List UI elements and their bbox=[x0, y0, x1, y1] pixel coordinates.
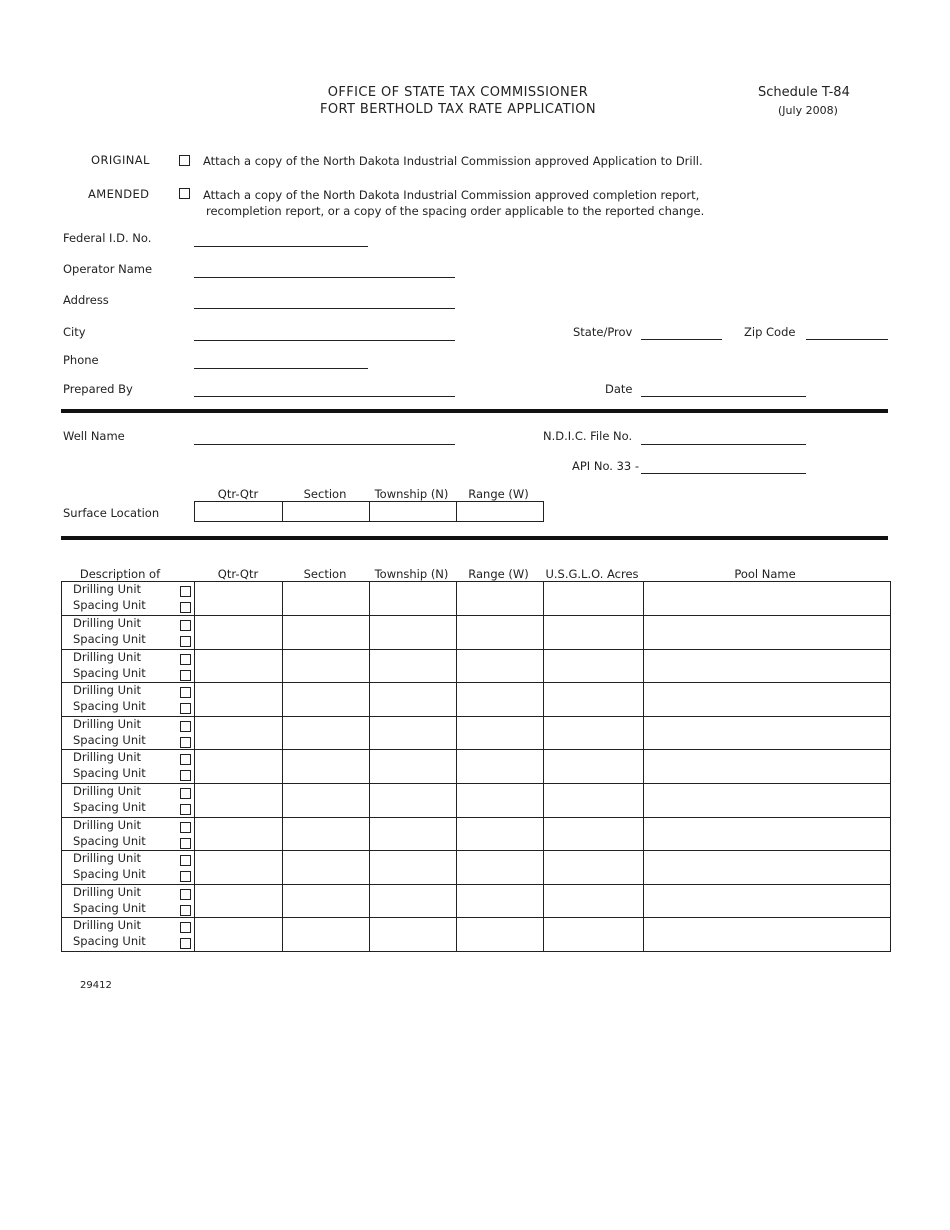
units-description-cell bbox=[62, 817, 195, 851]
state-field[interactable] bbox=[641, 339, 722, 340]
units-section-cell[interactable] bbox=[283, 582, 370, 616]
drilling-unit-label: Drilling Unit bbox=[73, 817, 142, 832]
units-township-cell[interactable] bbox=[370, 750, 457, 784]
units-acres-cell[interactable] bbox=[544, 716, 644, 750]
ndic-file-label: N.D.I.C. File No. bbox=[543, 429, 633, 443]
units-description-cell bbox=[62, 783, 195, 817]
spacing-unit-checkbox[interactable] bbox=[180, 905, 191, 916]
units-acres-cell[interactable] bbox=[544, 649, 644, 683]
schedule-number: Schedule T-84 bbox=[758, 85, 850, 100]
units-township-cell[interactable] bbox=[370, 918, 457, 952]
units-col-range: Range (W) bbox=[468, 567, 529, 581]
schedule-date: (July 2008) bbox=[778, 104, 838, 117]
units-section-cell[interactable] bbox=[283, 918, 370, 952]
units-range-cell[interactable] bbox=[457, 884, 544, 918]
drilling-unit-checkbox[interactable] bbox=[180, 586, 191, 597]
units-acres-cell[interactable] bbox=[544, 683, 644, 717]
state-label: State/Prov bbox=[573, 325, 633, 339]
api-number-label: API No. 33 - bbox=[572, 459, 640, 473]
units-range-cell[interactable] bbox=[457, 817, 544, 851]
units-qtrqtr-cell[interactable] bbox=[195, 683, 283, 717]
drilling-unit-label: Drilling Unit bbox=[73, 683, 142, 698]
amended-label: AMENDED bbox=[88, 187, 150, 201]
drilling-unit-checkbox[interactable] bbox=[180, 889, 191, 900]
drilling-unit-label: Drilling Unit bbox=[73, 851, 142, 866]
section-divider bbox=[61, 409, 888, 413]
units-description-cell bbox=[62, 683, 195, 717]
spacing-unit-checkbox[interactable] bbox=[180, 703, 191, 714]
units-qtrqtr-cell[interactable] bbox=[195, 884, 283, 918]
units-acres-cell[interactable] bbox=[544, 750, 644, 784]
units-township-cell[interactable] bbox=[370, 683, 457, 717]
units-township-cell[interactable] bbox=[370, 851, 457, 885]
surface-township-cell[interactable] bbox=[370, 502, 457, 522]
units-acres-cell[interactable] bbox=[544, 884, 644, 918]
operator-name-field[interactable] bbox=[194, 277, 455, 278]
units-section-cell[interactable] bbox=[283, 616, 370, 650]
units-table bbox=[61, 581, 891, 952]
units-section-cell[interactable] bbox=[283, 683, 370, 717]
surface-col-township: Township (N) bbox=[374, 487, 449, 501]
units-description-cell bbox=[62, 750, 195, 784]
drilling-unit-checkbox[interactable] bbox=[180, 654, 191, 665]
surface-col-qtrqtr: Qtr-Qtr bbox=[217, 487, 259, 501]
units-section-cell[interactable] bbox=[283, 750, 370, 784]
drilling-unit-checkbox[interactable] bbox=[180, 855, 191, 866]
units-section-cell[interactable] bbox=[283, 783, 370, 817]
units-pool-name-cell[interactable] bbox=[644, 783, 891, 817]
units-table-row bbox=[62, 783, 891, 817]
units-description-cell bbox=[62, 716, 195, 750]
drilling-unit-label: Drilling Unit bbox=[73, 918, 142, 933]
units-acres-cell[interactable] bbox=[544, 817, 644, 851]
api-number-field[interactable] bbox=[641, 473, 806, 474]
well-name-label: Well Name bbox=[63, 429, 125, 443]
units-table-row bbox=[62, 683, 891, 717]
units-pool-name-cell[interactable] bbox=[644, 851, 891, 885]
drilling-unit-checkbox[interactable] bbox=[180, 721, 191, 732]
units-acres-cell[interactable] bbox=[544, 918, 644, 952]
original-checkbox[interactable] bbox=[179, 155, 190, 166]
spacing-unit-checkbox[interactable] bbox=[180, 938, 191, 949]
original-label: ORIGINAL bbox=[91, 153, 150, 167]
federal-id-field[interactable] bbox=[194, 246, 368, 247]
units-range-cell[interactable] bbox=[457, 851, 544, 885]
drilling-unit-label: Drilling Unit bbox=[73, 750, 142, 765]
units-township-cell[interactable] bbox=[370, 716, 457, 750]
spacing-unit-label: Spacing Unit bbox=[73, 867, 146, 882]
date-label: Date bbox=[605, 382, 633, 396]
date-field[interactable] bbox=[641, 396, 806, 397]
units-qtrqtr-cell[interactable] bbox=[195, 649, 283, 683]
spacing-unit-checkbox[interactable] bbox=[180, 737, 191, 748]
units-table-row bbox=[62, 817, 891, 851]
units-township-cell[interactable] bbox=[370, 616, 457, 650]
zip-label: Zip Code bbox=[744, 325, 796, 339]
drilling-unit-label: Drilling Unit bbox=[73, 582, 142, 596]
surface-col-section: Section bbox=[303, 487, 347, 501]
units-qtrqtr-cell[interactable] bbox=[195, 783, 283, 817]
drilling-unit-label: Drilling Unit bbox=[73, 716, 142, 731]
units-description-cell bbox=[62, 884, 195, 918]
units-acres-cell[interactable] bbox=[544, 582, 644, 616]
form-number: 29412 bbox=[80, 980, 112, 991]
surface-location-grid bbox=[194, 501, 544, 522]
drilling-unit-checkbox[interactable] bbox=[180, 822, 191, 833]
amended-instructions-line2: recompletion report, or a copy of the spacing order applicable to the reported change. bbox=[206, 204, 705, 218]
units-table-row bbox=[62, 750, 891, 784]
spacing-unit-checkbox[interactable] bbox=[180, 871, 191, 882]
units-qtrqtr-cell[interactable] bbox=[195, 918, 283, 952]
units-township-cell[interactable] bbox=[370, 817, 457, 851]
units-pool-name-cell[interactable] bbox=[644, 716, 891, 750]
units-range-cell[interactable] bbox=[457, 783, 544, 817]
units-pool-name-cell[interactable] bbox=[644, 683, 891, 717]
zip-field[interactable] bbox=[806, 339, 888, 340]
units-description-cell bbox=[62, 918, 195, 952]
drilling-unit-label: Drilling Unit bbox=[73, 783, 142, 798]
units-description-cell bbox=[62, 582, 195, 616]
units-pool-name-cell[interactable] bbox=[644, 884, 891, 918]
units-township-cell[interactable] bbox=[370, 783, 457, 817]
spacing-unit-label: Spacing Unit bbox=[73, 799, 146, 814]
drilling-unit-label: Drilling Unit bbox=[73, 616, 142, 630]
spacing-unit-checkbox[interactable] bbox=[180, 838, 191, 849]
spacing-unit-checkbox[interactable] bbox=[180, 670, 191, 681]
units-col-qtrqtr: Qtr-Qtr bbox=[217, 567, 259, 581]
units-section-cell[interactable] bbox=[283, 851, 370, 885]
units-col-pool-name: Pool Name bbox=[734, 567, 796, 581]
phone-label: Phone bbox=[63, 353, 99, 367]
city-label: City bbox=[63, 325, 86, 339]
units-acres-cell[interactable] bbox=[544, 616, 644, 650]
units-table-row bbox=[62, 884, 891, 918]
spacing-unit-checkbox[interactable] bbox=[180, 804, 191, 815]
units-range-cell[interactable] bbox=[457, 616, 544, 650]
units-section-cell[interactable] bbox=[283, 817, 370, 851]
units-table-row bbox=[62, 616, 891, 650]
federal-id-label: Federal I.D. No. bbox=[63, 231, 152, 245]
original-instructions: Attach a copy of the North Dakota Industrial Commission approved Application to Drill. bbox=[203, 154, 703, 168]
ndic-file-field[interactable] bbox=[641, 444, 806, 445]
units-range-cell[interactable] bbox=[457, 918, 544, 952]
drilling-unit-checkbox[interactable] bbox=[180, 754, 191, 765]
drilling-unit-checkbox[interactable] bbox=[180, 788, 191, 799]
phone-field[interactable] bbox=[194, 368, 368, 369]
units-acres-cell[interactable] bbox=[544, 783, 644, 817]
surface-range-cell[interactable] bbox=[457, 502, 544, 522]
form-title-line1: OFFICE OF STATE TAX COMMISSIONER bbox=[327, 85, 589, 100]
units-description-cell bbox=[62, 649, 195, 683]
units-pool-name-cell[interactable] bbox=[644, 582, 891, 616]
drilling-unit-checkbox[interactable] bbox=[180, 922, 191, 933]
units-pool-name-cell[interactable] bbox=[644, 918, 891, 952]
spacing-unit-checkbox[interactable] bbox=[180, 602, 191, 613]
address-field[interactable] bbox=[194, 308, 455, 309]
units-col-description: Description of bbox=[79, 567, 161, 581]
units-acres-cell[interactable] bbox=[544, 851, 644, 885]
units-qtrqtr-cell[interactable] bbox=[195, 851, 283, 885]
spacing-unit-label: Spacing Unit bbox=[73, 766, 146, 781]
units-col-acres: U.S.G.L.O. Acres bbox=[545, 567, 639, 581]
units-range-cell[interactable] bbox=[457, 750, 544, 784]
prepared-by-label: Prepared By bbox=[63, 382, 133, 396]
units-range-cell[interactable] bbox=[457, 582, 544, 616]
units-section-cell[interactable] bbox=[283, 884, 370, 918]
spacing-unit-checkbox[interactable] bbox=[180, 636, 191, 647]
units-township-cell[interactable] bbox=[370, 649, 457, 683]
units-table-row bbox=[62, 851, 891, 885]
units-col-township: Township (N) bbox=[374, 567, 449, 581]
surface-location-label: Surface Location bbox=[63, 506, 160, 520]
units-township-cell[interactable] bbox=[370, 884, 457, 918]
units-range-cell[interactable] bbox=[457, 683, 544, 717]
drilling-unit-label: Drilling Unit bbox=[73, 884, 142, 899]
surface-qtrqtr-cell[interactable] bbox=[195, 502, 283, 522]
units-table-row bbox=[62, 716, 891, 750]
address-label: Address bbox=[63, 293, 109, 307]
units-township-cell[interactable] bbox=[370, 582, 457, 616]
spacing-unit-label: Spacing Unit bbox=[73, 598, 146, 612]
surface-section-cell[interactable] bbox=[283, 502, 370, 522]
spacing-unit-label: Spacing Unit bbox=[73, 833, 146, 848]
city-field[interactable] bbox=[194, 340, 455, 341]
units-qtrqtr-cell[interactable] bbox=[195, 716, 283, 750]
units-range-cell[interactable] bbox=[457, 649, 544, 683]
spacing-unit-label: Spacing Unit bbox=[73, 665, 146, 680]
units-qtrqtr-cell[interactable] bbox=[195, 817, 283, 851]
drilling-unit-label: Drilling Unit bbox=[73, 649, 142, 664]
amended-instructions-line1: Attach a copy of the North Dakota Industrial Commission approved completion report, bbox=[203, 188, 700, 202]
units-qtrqtr-cell[interactable] bbox=[195, 616, 283, 650]
spacing-unit-label: Spacing Unit bbox=[73, 934, 146, 949]
spacing-unit-label: Spacing Unit bbox=[73, 632, 146, 646]
amended-checkbox[interactable] bbox=[179, 188, 190, 199]
units-section-cell[interactable] bbox=[283, 716, 370, 750]
units-section-cell[interactable] bbox=[283, 649, 370, 683]
units-col-section: Section bbox=[303, 567, 347, 581]
spacing-unit-label: Spacing Unit bbox=[73, 699, 146, 714]
units-description-cell bbox=[62, 851, 195, 885]
surface-col-range: Range (W) bbox=[468, 487, 529, 501]
spacing-unit-checkbox[interactable] bbox=[180, 770, 191, 781]
form-title-line2: FORT BERTHOLD TAX RATE APPLICATION bbox=[320, 102, 596, 117]
spacing-unit-label: Spacing Unit bbox=[73, 732, 146, 747]
units-table-row bbox=[62, 582, 891, 616]
units-pool-name-cell[interactable] bbox=[644, 649, 891, 683]
well-name-field[interactable] bbox=[194, 444, 455, 445]
spacing-unit-label: Spacing Unit bbox=[73, 900, 146, 915]
drilling-unit-checkbox[interactable] bbox=[180, 687, 191, 698]
units-description-cell bbox=[62, 616, 195, 650]
prepared-by-field[interactable] bbox=[194, 396, 455, 397]
units-table-row bbox=[62, 649, 891, 683]
section-divider bbox=[61, 536, 888, 540]
drilling-unit-checkbox[interactable] bbox=[180, 620, 191, 631]
units-pool-name-cell[interactable] bbox=[644, 750, 891, 784]
units-qtrqtr-cell[interactable] bbox=[195, 582, 283, 616]
units-range-cell[interactable] bbox=[457, 716, 544, 750]
units-qtrqtr-cell[interactable] bbox=[195, 750, 283, 784]
operator-name-label: Operator Name bbox=[63, 262, 153, 276]
units-pool-name-cell[interactable] bbox=[644, 616, 891, 650]
units-table-row bbox=[62, 918, 891, 952]
units-pool-name-cell[interactable] bbox=[644, 817, 891, 851]
